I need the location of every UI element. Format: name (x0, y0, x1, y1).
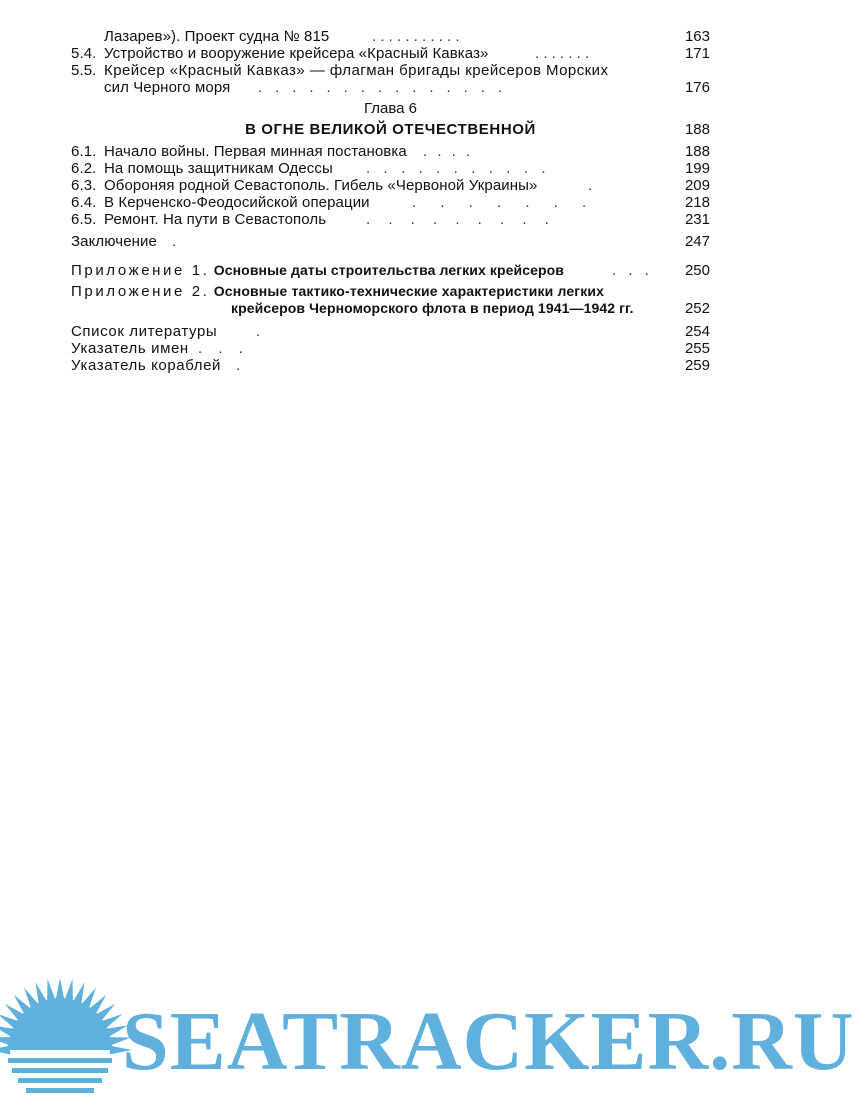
leader-dots: . . . . . . . . . . . . . . . (258, 79, 507, 96)
leader-dots: . . . (612, 262, 653, 279)
toc-entry-text: Обороняя родной Севастополь. Гибель «Червоной Украины» (104, 177, 538, 194)
toc-entry-text: Начало войны. Первая минная постановка (104, 143, 407, 160)
toc-entry (71, 160, 333, 177)
toc-entry-text: Указатель кораблей (71, 357, 222, 374)
section-number: 6.2. (71, 160, 97, 177)
section-number: 5.5. (71, 62, 97, 79)
toc-entry-text: Заключение (71, 233, 157, 250)
appendix-entry (71, 283, 604, 300)
leader-dots: . . . . . . . . . (366, 211, 556, 228)
leader-dots: . . . . . . . (412, 194, 597, 211)
toc-entry-text: Указатель имен (71, 340, 189, 357)
toc-entry-text: Список литературы (71, 323, 218, 340)
appendix-title-continued: крейсеров Черноморского флота в период 1941—1942 гг. (231, 300, 634, 316)
page-number: 218 (684, 194, 710, 211)
section-number: 5.4. (71, 45, 97, 62)
page-number: 163 (684, 28, 710, 45)
toc-entry-text: В Керченско-Феодосийской операции (104, 194, 370, 211)
toc-entry-text: Лазарев»). Проект судна № 815 (104, 28, 330, 45)
toc-entry-text: Устройство и вооружение крейсера «Красный Кавказ» (104, 45, 489, 62)
leader-dots: . . . . . . . (535, 45, 590, 62)
page-number: 176 (684, 79, 710, 96)
leader-dots: . . . (198, 340, 249, 357)
page-number: 250 (684, 262, 710, 279)
leader-dots: . (172, 233, 177, 250)
appendix-title: Основные тактико-технические характеристики легких (213, 283, 605, 299)
leader-dots: . (256, 323, 261, 340)
toc-entry (71, 177, 537, 194)
page-number: 255 (684, 340, 710, 357)
toc-entry-text: Ремонт. На пути в Севастополь (104, 211, 327, 228)
toc-entry-text: сил Черного моря (104, 79, 231, 96)
appendix-label: Приложение 1. (71, 262, 210, 279)
page-number: 188 (684, 121, 710, 138)
page-number: 199 (684, 160, 710, 177)
page-number: 209 (684, 177, 710, 194)
page-number: 171 (684, 45, 710, 62)
page-number: 254 (684, 323, 710, 340)
appendix-label: Приложение 2. (71, 283, 210, 300)
toc-entry (71, 211, 326, 228)
page-number: 231 (684, 211, 710, 228)
page-number: 259 (684, 357, 710, 374)
leader-dots: . . . . (423, 143, 474, 160)
chapter-label: Глава 6 (363, 100, 418, 117)
section-number: 6.3. (71, 177, 97, 194)
leader-dots: . (588, 177, 593, 194)
watermark-text: SEATRACKER.RU (122, 995, 855, 1088)
section-number: 6.5. (71, 211, 97, 228)
section-number: 6.4. (71, 194, 97, 211)
toc-entry (71, 143, 407, 160)
page-number: 247 (684, 233, 710, 250)
appendix-title: Основные даты строительства легких крейсеров (213, 262, 564, 278)
leader-dots: . . . . . . . . . . . (366, 160, 551, 177)
toc-entry (71, 45, 489, 62)
toc-entry (71, 62, 608, 79)
leader-dots: . (236, 357, 241, 374)
appendix-entry (71, 262, 564, 279)
page-number: 188 (684, 143, 710, 160)
chapter-title: В ОГНЕ ВЕЛИКОЙ ОТЕЧЕСТВЕННОЙ (245, 121, 536, 138)
page-number: 252 (684, 300, 710, 317)
toc-entry-text: На помощь защитникам Одессы (104, 160, 333, 177)
leader-dots: . . . . . . . . . . . (372, 28, 460, 45)
toc-entry-text: Крейсер «Красный Кавказ» — флагман бригады крейсеров Морских (104, 62, 609, 79)
toc-entry (71, 194, 370, 211)
section-number: 6.1. (71, 143, 97, 160)
